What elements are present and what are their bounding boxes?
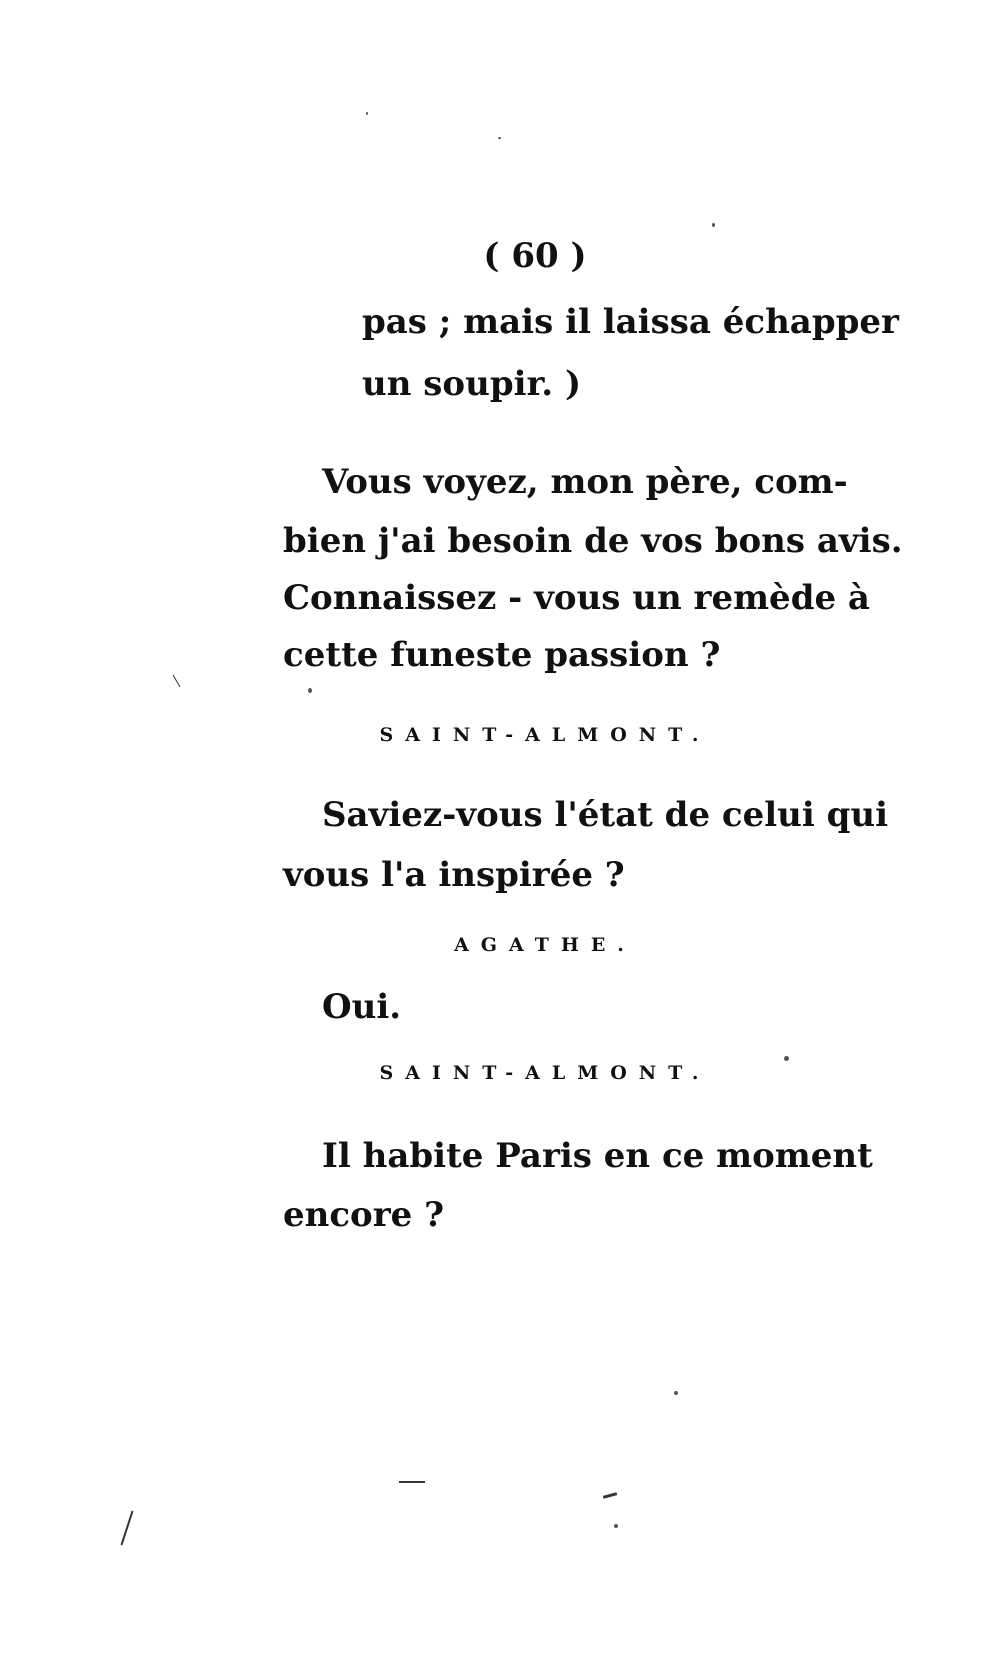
text-line: encore ? <box>283 1195 445 1235</box>
text-line: Saviez-vous l'état de celui qui <box>322 795 889 835</box>
speaker-name: SAINT-ALMONT. <box>379 724 711 746</box>
text-line: bien j'ai besoin de vos bons avis. <box>283 521 903 561</box>
text-line: Il habite Paris en ce moment <box>322 1136 873 1176</box>
text-line: cette funeste passion ? <box>283 635 721 675</box>
text-line: Vous voyez, mon père, com- <box>322 462 848 502</box>
scan-speck <box>498 137 501 139</box>
scan-speck <box>674 1391 678 1395</box>
scan-mark <box>399 1481 425 1483</box>
scan-mark <box>120 1511 133 1546</box>
page-number: ( 60 ) <box>483 236 587 276</box>
text-line: un soupir. ) <box>362 364 582 404</box>
scan-mark <box>173 675 181 688</box>
text-line: vous l'a inspirée ? <box>283 855 625 895</box>
text-line: Connaissez - vous un remède à <box>283 578 870 618</box>
speaker-name: AGATHE. <box>454 934 636 956</box>
scan-speck <box>308 688 312 693</box>
scan-speck <box>366 112 368 115</box>
text-line: Oui. <box>322 987 402 1027</box>
speaker-name: SAINT-ALMONT. <box>379 1062 711 1084</box>
scan-speck <box>784 1056 789 1061</box>
scan-speck <box>614 1524 618 1528</box>
text-line: pas ; mais il laissa échapper <box>362 302 899 342</box>
scan-mark <box>603 1492 617 1499</box>
scan-speck <box>712 223 715 227</box>
